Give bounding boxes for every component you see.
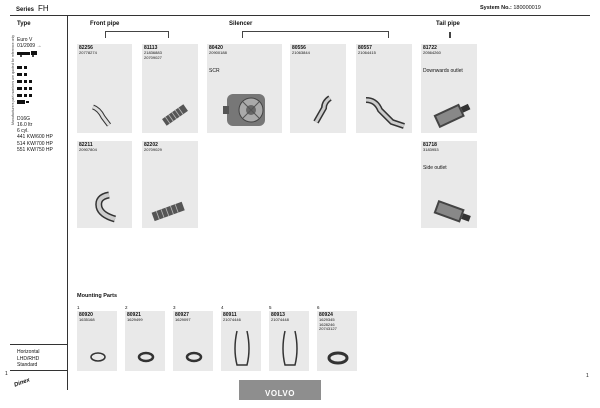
brand-label: VOLVO <box>239 380 321 400</box>
part-number: 80556 <box>292 45 306 51</box>
clamp-drawing <box>137 351 155 363</box>
ref-line: 1629345 <box>319 317 335 322</box>
part-number: 80927 <box>175 312 189 318</box>
item-index: 3 <box>173 305 176 310</box>
oem-reference <box>144 51 162 60</box>
section-tail-pipe: Tail pipe <box>436 21 460 27</box>
part-note: Downwards outlet <box>423 68 463 74</box>
part-card[interactable] <box>207 44 282 133</box>
power-rating: 551 KW/750 HP <box>17 147 53 153</box>
mounting-item[interactable] <box>77 305 121 371</box>
part-number: 81722 <box>423 45 437 51</box>
dinex-logo: Dinex <box>13 377 31 389</box>
orientation: Horizontal <box>17 349 40 355</box>
part-number: 80911 <box>223 312 237 318</box>
oem-reference: 1629097 <box>175 317 191 322</box>
item-index: 2 <box>125 305 128 310</box>
emission-norm: Euro V <box>17 37 33 43</box>
oem-reference: 3183953 <box>423 147 439 152</box>
part-number: 82256 <box>79 45 93 51</box>
series-header <box>16 4 49 13</box>
ref-line: 20709027 <box>144 54 162 60</box>
ref-line: 20743127 <box>319 326 337 331</box>
connection-pipe-drawing <box>308 94 338 126</box>
part-number: 81718 <box>423 142 437 148</box>
oem-reference: 20778274 <box>79 50 97 55</box>
mounting-item[interactable] <box>317 305 361 371</box>
divider <box>10 344 67 345</box>
item-index: 1 <box>77 305 80 310</box>
mounting-item[interactable] <box>125 305 169 371</box>
part-note: Side outlet <box>423 165 447 171</box>
disclaimer-text: Manufacturers part numbers are quoted for reference only <box>11 35 15 125</box>
part-number: 80913 <box>271 312 285 318</box>
ref-line: 1628246 <box>319 321 335 327</box>
mounting-parts-title: Mounting Parts <box>77 293 118 299</box>
oem-reference: 20709029 <box>144 147 162 152</box>
system-value: 180000019 <box>513 5 541 11</box>
mounting-item[interactable] <box>173 305 217 371</box>
part-number: 80920 <box>79 312 93 318</box>
date-value: 01/2009 <box>17 43 36 49</box>
part-number: 81113 <box>144 45 158 51</box>
part-number: 80557 <box>358 45 372 51</box>
part-number: 82202 <box>144 142 158 148</box>
drive-side: LHD/RHD <box>17 355 40 362</box>
variant: Standard <box>17 362 38 368</box>
flex-pipe-drawing <box>148 197 188 225</box>
section-front-pipe: Front pipe <box>90 21 120 27</box>
oem-reference: 21063844 <box>292 50 310 55</box>
power-rating: 441 KW/600 HP <box>17 134 53 140</box>
oem-reference: 21074448 <box>271 317 289 322</box>
bent-pipe-drawing <box>362 96 408 130</box>
silencer-drawing <box>221 84 271 130</box>
part-number: 82211 <box>79 142 93 148</box>
section-silencer: Silencer <box>229 21 253 27</box>
engine-icon <box>17 99 31 105</box>
displacement: 16.0 ltr <box>17 122 33 128</box>
part-card[interactable] <box>77 44 132 133</box>
part-card[interactable] <box>142 141 198 228</box>
tail-pipe-drawing <box>429 197 473 227</box>
front-pipe-bracket <box>105 31 169 38</box>
strap-drawing <box>279 329 301 369</box>
oem-reference: 1629499 <box>127 317 143 322</box>
tail-pipe-drawing <box>429 100 473 130</box>
part-number: 80924 <box>319 312 333 318</box>
item-index: 4 <box>221 305 224 310</box>
header-divider <box>10 15 590 16</box>
oem-reference <box>319 318 337 332</box>
oem-reference: 21074446 <box>223 317 241 322</box>
series-value: FH <box>38 4 49 13</box>
front-pipe-drawing <box>89 191 123 225</box>
system-number <box>480 5 541 11</box>
engine-code: D16G <box>17 116 31 122</box>
vehicle-config-icons <box>17 64 47 99</box>
part-note: SCR <box>209 68 220 74</box>
item-index: 6 <box>317 305 320 310</box>
power-rating: 514 KW/700 HP <box>17 141 53 147</box>
clamp-drawing <box>327 351 349 365</box>
flex-pipe-drawing <box>160 102 190 128</box>
part-card[interactable] <box>77 141 132 228</box>
silencer-bracket <box>242 31 389 38</box>
truck-icon <box>17 51 39 57</box>
oem-reference: 20900188 <box>209 50 227 55</box>
type-title: Type <box>17 21 31 27</box>
front-pipe-drawing <box>89 99 119 129</box>
page-number-right: 1 <box>586 373 589 379</box>
strap-drawing <box>231 329 253 369</box>
mounting-item[interactable] <box>269 305 313 371</box>
oem-reference: 20564260 <box>423 50 441 55</box>
cylinders: 6 cyl. <box>17 128 29 134</box>
part-number: 80420 <box>209 45 223 51</box>
page-number-left: 1 <box>5 371 8 377</box>
clamp-drawing <box>185 351 203 363</box>
part-card[interactable] <box>290 44 346 133</box>
mounting-info <box>17 349 40 369</box>
part-number: 80921 <box>127 312 141 318</box>
item-index: 5 <box>269 305 272 310</box>
oem-reference: 1635168 <box>79 317 95 322</box>
part-card[interactable] <box>421 141 477 228</box>
production-date <box>17 43 41 49</box>
part-card[interactable] <box>142 44 198 133</box>
divider <box>10 370 67 371</box>
arrow-right-icon: → <box>36 43 42 49</box>
part-card[interactable] <box>356 44 412 133</box>
system-label: System No.: <box>480 5 512 11</box>
ref-line: 21836883 <box>144 50 162 55</box>
oem-reference: 20907804 <box>79 147 97 152</box>
gasket-drawing <box>89 351 107 363</box>
series-label: Series <box>16 7 35 13</box>
oem-reference: 21064415 <box>358 50 376 55</box>
part-card[interactable] <box>421 44 477 133</box>
mounting-item[interactable] <box>221 305 265 371</box>
